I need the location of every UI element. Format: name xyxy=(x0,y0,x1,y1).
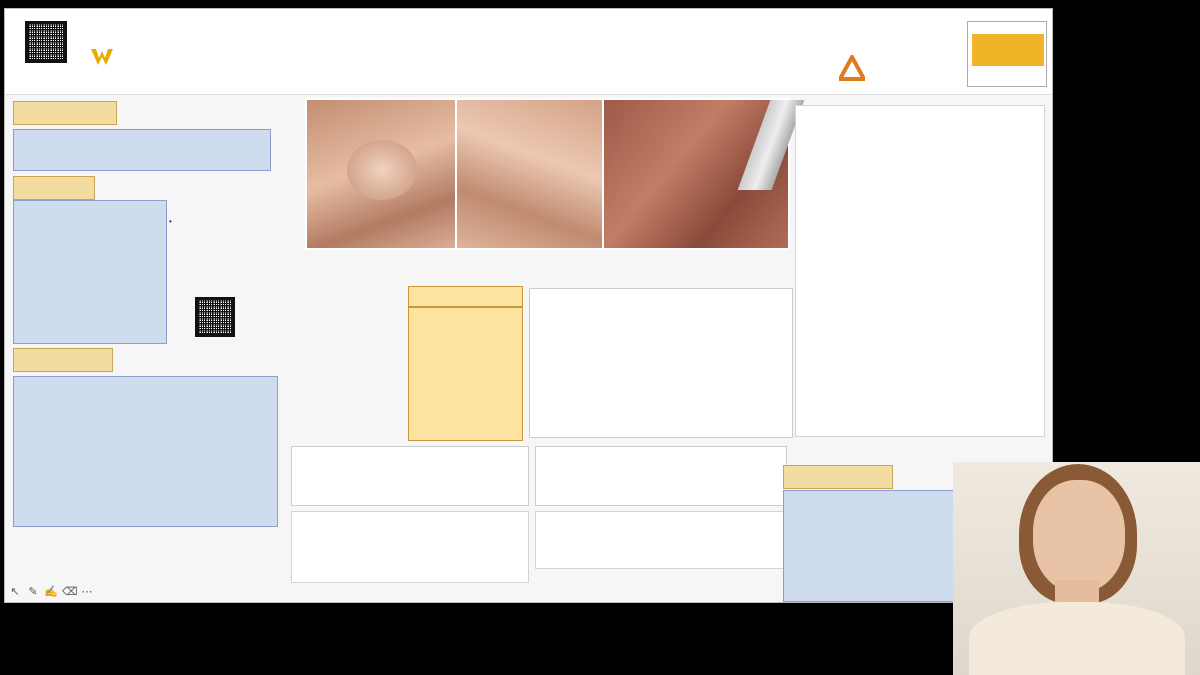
ctsi-logo xyxy=(967,21,1047,87)
figure3 xyxy=(291,511,529,583)
methods-heading xyxy=(13,348,113,372)
eraser-icon[interactable]: ⌫ xyxy=(62,586,78,598)
figure4-caption xyxy=(535,571,787,603)
conclusions-heading xyxy=(783,465,893,489)
table2-note xyxy=(292,449,528,451)
arrow-icon[interactable]: ↖ xyxy=(10,586,20,598)
more-icon[interactable]: ⋯ xyxy=(81,586,93,598)
aaa-logo-icon xyxy=(839,55,865,81)
references-qr-code[interactable] xyxy=(25,21,67,63)
table1-caption xyxy=(530,289,792,291)
pen-icon[interactable]: ✎ xyxy=(28,586,38,598)
figure4 xyxy=(535,511,787,569)
wvu-logo-icon xyxy=(91,49,113,65)
figure1-panel-c xyxy=(604,100,788,248)
poster-slide: • xyxy=(4,8,1053,603)
figure5-forest-plot xyxy=(795,105,1045,437)
presenter-video xyxy=(953,462,1200,675)
poster-header xyxy=(5,9,1053,95)
figure1-panel-a xyxy=(307,100,455,248)
results-box xyxy=(408,307,523,441)
slide-toolbar xyxy=(8,584,94,600)
ctsi-wordmark xyxy=(972,34,1044,66)
aim-heading xyxy=(13,101,117,125)
presenter-shirt xyxy=(969,602,1185,675)
figure1-panels xyxy=(305,98,790,250)
table3 xyxy=(535,446,787,506)
figure1-panel-b xyxy=(457,100,602,248)
methods-box xyxy=(13,376,278,527)
table2 xyxy=(291,446,529,506)
aim-box xyxy=(13,129,271,171)
table1 xyxy=(529,288,793,438)
why-box xyxy=(13,200,167,344)
table3-note xyxy=(536,449,786,451)
results-heading xyxy=(408,286,523,307)
presenter-face xyxy=(1033,480,1125,592)
figure2-histogram xyxy=(285,299,401,389)
highlighter-icon[interactable]: ✍ xyxy=(44,586,58,598)
why-heading xyxy=(13,176,95,200)
learn-more-qr-code[interactable] xyxy=(195,297,235,337)
acknowledgments-text xyxy=(13,540,281,590)
